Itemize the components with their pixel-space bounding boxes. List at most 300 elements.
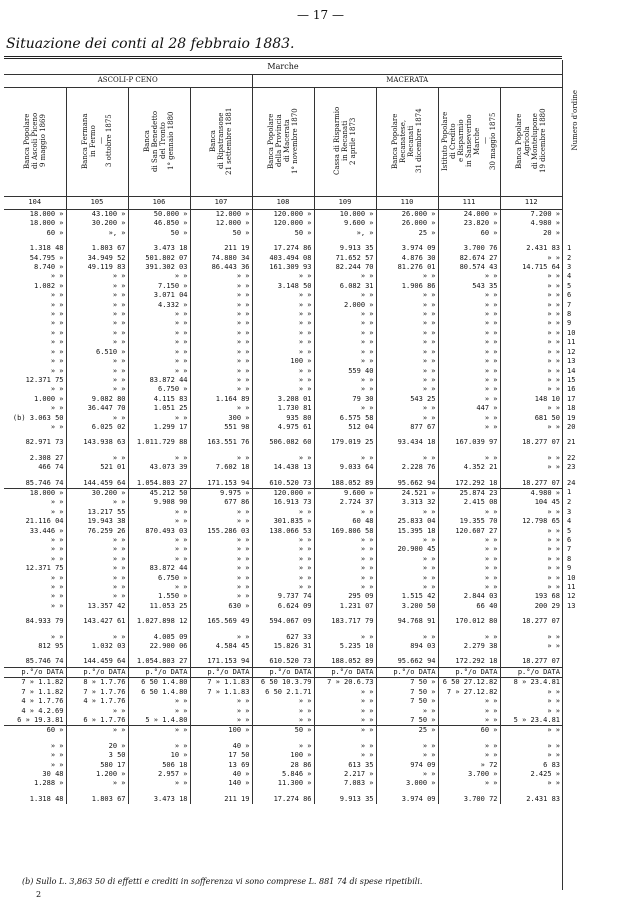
table-cell: » » <box>438 310 500 319</box>
table-cell: 26.000 » <box>376 210 438 220</box>
table-cell: » » <box>66 329 128 338</box>
table-cell: » » <box>252 536 314 545</box>
table-cell: 169.806 58 <box>314 527 376 536</box>
table-cell: » » <box>438 545 500 554</box>
table-cell: » » <box>314 716 376 726</box>
table-cell: 143.427 61 <box>66 617 128 626</box>
table-cell: 19.355 70 <box>438 517 500 526</box>
assets-row <box>4 301 562 310</box>
table-cell: » » <box>438 385 500 394</box>
table-cell: » » <box>314 454 376 463</box>
table-cell: » » <box>376 338 438 347</box>
table-cell: » » <box>66 319 128 328</box>
table-cell: 3.700 76 <box>438 244 500 253</box>
assets-row <box>4 423 562 432</box>
table-cell: 11.053 25 <box>128 602 190 611</box>
expenses-row <box>4 795 562 804</box>
table-cell: » » <box>190 376 252 385</box>
table-cell: 935 80 <box>252 414 314 423</box>
table-cell: » » <box>190 291 252 300</box>
table-cell: » » <box>128 357 190 366</box>
table-cell: 172.292 18 <box>438 657 500 667</box>
table-cell: » » <box>500 508 562 517</box>
table-cell: » » <box>376 329 438 338</box>
table-cell: 18.277 07 <box>500 657 562 667</box>
table-cell: 12.000 » <box>190 219 252 228</box>
table-cell: » » <box>500 367 562 376</box>
table-cell: » » <box>314 688 376 697</box>
table-cell: » » <box>252 555 314 564</box>
table-cell: » » <box>438 319 500 328</box>
region-header: Marche <box>4 60 562 75</box>
table-cell: 6.510 » <box>66 348 128 357</box>
table-cell: 7 50 » <box>376 716 438 726</box>
table-cell: » » <box>252 291 314 300</box>
table-cell: » » <box>252 742 314 751</box>
table-cell: 50 » <box>252 726 314 736</box>
bank-index: 109 <box>314 197 376 210</box>
table-cell: » » <box>500 688 562 697</box>
table-cell: » » <box>376 319 438 328</box>
table-cell: » » <box>500 726 562 736</box>
table-cell: » » <box>252 319 314 328</box>
table-cell: » » <box>438 357 500 366</box>
table-cell: » » <box>500 376 562 385</box>
page-number: — 17 — <box>297 8 344 22</box>
table-cell: 1.027.898 12 <box>128 617 190 626</box>
table-cell: » » <box>128 508 190 517</box>
table-cell: 200 29 <box>500 602 562 611</box>
table-cell: 60 48 <box>314 517 376 526</box>
table-cell: » » <box>128 779 190 788</box>
table-cell: 7.083 » <box>314 779 376 788</box>
assets-row <box>4 395 562 404</box>
order-number: 5 <box>567 526 572 535</box>
table-cell: 30.200 » <box>66 219 128 228</box>
order-number: 14 <box>567 366 576 375</box>
table-cell: » » <box>66 498 128 507</box>
table-cell: 49.119 83 <box>66 263 128 272</box>
table-cell: 30 48 <box>42 769 64 778</box>
table-cell: 4.005 09 <box>128 633 190 642</box>
table-cell: 3.974 09 <box>376 795 438 804</box>
table-cell: 13.217 55 <box>66 508 128 517</box>
expenses-row <box>4 779 562 788</box>
table-cell: 6 » 1.7.76 <box>66 716 128 726</box>
table-cell: 4 » 1.7.76 <box>66 697 128 706</box>
order-number: 10 <box>567 573 576 582</box>
bank-index: 110 <box>376 197 438 210</box>
table-cell: 5.846 » <box>252 770 314 779</box>
table-cell: » » <box>438 707 500 716</box>
table-cell: 580 17 <box>66 761 128 770</box>
order-number: 12 <box>567 347 576 356</box>
table-cell: 630 » <box>190 602 252 611</box>
table-cell: 172.292 18 <box>438 479 500 489</box>
table-cell: » » <box>50 741 64 750</box>
liabilities-row <box>4 527 562 536</box>
table-cell: » » <box>190 592 252 601</box>
order-number: 18 <box>567 404 576 413</box>
table-cell: » » <box>314 633 376 642</box>
table-cell: p.°/o DATA <box>128 667 190 677</box>
table-cell: » » <box>314 272 376 281</box>
table-cell: » » <box>190 357 252 366</box>
table-cell: 559 40 <box>314 367 376 376</box>
table-cell: » » <box>66 583 128 592</box>
bank-name-header: Banca Popolare di Ascoli Piceno 9 maggio 1869 <box>22 112 47 169</box>
table-cell: » » <box>66 291 128 300</box>
table-cell: 17.274 86 <box>252 795 314 804</box>
table-cell: » » <box>66 707 128 716</box>
bank-name-header: Cassa di Risparmio in Recanati 2 aprile 1873 <box>314 88 376 197</box>
table-cell: » » <box>190 716 252 726</box>
table-cell: 80.574 43 <box>438 263 500 272</box>
table-cell: 4.115 83 <box>128 395 190 404</box>
table-cell: » » <box>438 291 500 300</box>
table-cell: 161.309 93 <box>252 263 314 272</box>
table-cell: 45.212 50 <box>128 488 190 498</box>
table-cell: 594.067 09 <box>252 617 314 626</box>
table-cell: 11.300 » <box>252 779 314 788</box>
table-cell: 7 » 1.1.83 <box>190 688 252 697</box>
table-cell: 1.032 03 <box>66 642 128 651</box>
table-cell: » » <box>376 404 438 413</box>
table-cell: » » <box>190 633 252 642</box>
table-cell: 143.938 63 <box>66 438 128 447</box>
table-cell: » » <box>190 536 252 545</box>
table-cell: 9.600 » <box>314 488 376 498</box>
table-cell: » » <box>252 348 314 357</box>
table-cell: » » <box>128 367 190 376</box>
table-cell: » » <box>438 555 500 564</box>
page-title: Situazione dei conti al 28 febbraio 1883. <box>6 36 295 52</box>
bank-name-header: Banca Popolare Recanatese, Recanati 31 dicembre 1874 <box>376 88 438 197</box>
table-cell: » » <box>376 707 438 716</box>
table-cell: 506 18 <box>128 761 190 770</box>
table-cell: 163.551 76 <box>190 438 252 447</box>
table-cell: 1.318 48 <box>29 244 64 253</box>
table-cell: » » <box>314 404 376 413</box>
table-cell: » » <box>50 347 64 356</box>
bank-name-header: Banca di Ripatransone 21 settembre 1881 <box>190 88 252 197</box>
table-cell: 466 74 <box>38 463 64 472</box>
table-cell: 5 » 23.4.81 <box>500 716 562 726</box>
table-cell: » » <box>376 301 438 310</box>
table-cell: 13 69 <box>190 761 252 770</box>
order-number: 4 <box>567 517 572 526</box>
table-cell: 46.850 » <box>128 219 190 228</box>
table-cell: 4 » 4.2.69 <box>21 706 64 715</box>
table-cell: 6.082 31 <box>314 282 376 291</box>
order-number: 6 <box>567 536 572 544</box>
table-cell: » » <box>252 338 314 347</box>
table-cell: 4.876 30 <box>376 254 438 263</box>
order-number: 13 <box>567 357 576 366</box>
table-cell: » » <box>252 301 314 310</box>
table-cell: » » <box>500 463 562 472</box>
table-cell: 20.900 45 <box>376 545 438 554</box>
table-cell: » » <box>438 423 500 432</box>
table-cell: » » <box>438 536 500 545</box>
table-cell: 3 50 <box>66 751 128 760</box>
table-cell: 2.957 » <box>128 770 190 779</box>
province-header-row <box>4 75 562 88</box>
table-cell: » » <box>314 751 376 760</box>
table-cell: 12.000 » <box>190 210 252 220</box>
table-cell: » » <box>252 329 314 338</box>
table-cell: » » <box>438 272 500 281</box>
bank-index: 111 <box>438 197 500 210</box>
assets-row <box>4 348 562 357</box>
table-cell: » » <box>314 329 376 338</box>
bank-index: 112 <box>500 197 562 210</box>
table-cell: » » <box>500 707 562 716</box>
table-cell: 512 04 <box>314 423 376 432</box>
liabilities-row <box>4 555 562 564</box>
table-cell: 18.277 07 <box>500 617 562 626</box>
table-cell: 22.900 06 <box>128 642 190 651</box>
table-cell: » » <box>314 574 376 583</box>
table-cell: 60 » <box>46 228 64 237</box>
table-cell: 1.906 86 <box>376 282 438 291</box>
table-cell: » » <box>500 536 562 545</box>
table-cell: » » <box>190 697 252 706</box>
table-cell: 15.395 18 <box>376 527 438 536</box>
province-header: MACERATA <box>252 75 562 88</box>
table-cell: » » <box>128 454 190 463</box>
table-cell: 2.228 76 <box>376 463 438 472</box>
table-cell: 94.768 91 <box>376 617 438 626</box>
table-cell: » » <box>50 760 64 769</box>
table-cell: 9.033 64 <box>314 463 376 472</box>
table-cell: » » <box>314 545 376 554</box>
liabilities-row <box>4 517 562 526</box>
order-number: 8 <box>567 554 572 563</box>
table-cell: » » <box>252 574 314 583</box>
table-cell: » » <box>190 508 252 517</box>
table-cell: » » <box>128 414 190 423</box>
table-cell: » » <box>50 632 64 641</box>
table-cell: » » <box>190 574 252 583</box>
table-cell: » » <box>252 272 314 281</box>
signature-mark: 2 <box>36 890 42 899</box>
table-cell: p.°/o DATA <box>376 667 438 677</box>
table-cell: 8 » 1.7.76 <box>66 678 128 688</box>
table-cell: 3.700 » <box>438 770 500 779</box>
table-cell: 7 50 » <box>376 678 438 688</box>
liabilities-row <box>4 488 562 498</box>
liabilities-row <box>4 536 562 545</box>
table-cell: » » <box>252 310 314 319</box>
table-cell: » » <box>252 367 314 376</box>
order-number: 5 <box>567 281 572 290</box>
order-number: 20 <box>567 422 576 431</box>
table-cell: 167.039 97 <box>438 438 500 447</box>
table-cell: » » <box>50 404 64 413</box>
table-cell: 81.276 01 <box>376 263 438 272</box>
order-number: 24 <box>567 478 576 487</box>
table-cell: » » <box>376 536 438 545</box>
table-cell: 144.459 64 <box>66 657 128 667</box>
assets-row <box>4 272 562 281</box>
order-number-column <box>562 60 587 890</box>
table-cell: » » <box>314 536 376 545</box>
table-cell: 120.607 27 <box>438 527 500 536</box>
order-number: 7 <box>567 300 572 309</box>
table-cell: 82.674 27 <box>438 254 500 263</box>
assets-row <box>4 219 562 228</box>
table-cell: » » <box>500 564 562 573</box>
assets-row <box>4 282 562 291</box>
table-cell: 1.550 » <box>128 592 190 601</box>
table-cell: 6 50 1.4.80 <box>128 678 190 688</box>
table-cell: 4.584 45 <box>190 642 252 651</box>
table-cell: 6 50 1.4.80 <box>128 688 190 697</box>
table-cell: » » <box>314 555 376 564</box>
table-cell: » » <box>376 357 438 366</box>
table-cell: » » <box>376 454 438 463</box>
bank-index: 104 <box>4 197 66 210</box>
table-cell: 26.000 » <box>376 219 438 228</box>
table-cell: » » <box>190 385 252 394</box>
table-cell: » » <box>252 697 314 706</box>
table-cell: 2.431 83 <box>500 795 562 804</box>
table-cell: 2.308 27 <box>29 453 64 462</box>
table-cell: » » <box>50 536 64 544</box>
table-cell: », » <box>66 229 128 238</box>
table-cell: 7 » 20.6.73 <box>314 678 376 688</box>
order-number: 4 <box>567 272 572 281</box>
table-cell: » » <box>438 633 500 642</box>
table-cell: 3.700 72 <box>438 795 500 804</box>
table-cell: » » <box>50 545 64 554</box>
table-cell: » » <box>252 376 314 385</box>
table-cell: 144.459 64 <box>66 479 128 489</box>
table-cell: » » <box>190 319 252 328</box>
table-cell: 300 » <box>190 414 252 423</box>
table-cell: 974 09 <box>376 761 438 770</box>
table-cell: » » <box>500 282 562 291</box>
table-cell: » » <box>128 348 190 357</box>
order-number: 9 <box>567 319 572 328</box>
order-number: 15 <box>567 375 576 384</box>
table-cell: » » <box>50 498 64 507</box>
rates-row <box>4 707 562 716</box>
table-cell: » » <box>66 592 128 601</box>
table-cell: » » <box>438 395 500 404</box>
table-cell: 1.054.803 27 <box>128 479 190 489</box>
table-cell: » » <box>500 779 562 788</box>
liabilities-row <box>4 617 562 626</box>
table-cell: » » <box>190 367 252 376</box>
table-cell: » » <box>376 367 438 376</box>
table-cell: 8 » 23.4.81 <box>500 678 562 688</box>
table-cell: » » <box>314 348 376 357</box>
table-cell: 12.371 75 <box>25 375 64 384</box>
liabilities-row <box>4 642 562 651</box>
table-cell: 120.000 » <box>252 210 314 220</box>
table-cell: » » <box>314 697 376 706</box>
table-cell: p.°/o DATA <box>190 667 252 677</box>
table-cell: » » <box>376 770 438 779</box>
table-cell: » » <box>50 310 64 319</box>
table-cell: » » <box>314 564 376 573</box>
table-cell: 3.148 50 <box>252 282 314 291</box>
table-cell: » » <box>500 385 562 394</box>
table-cell: 100 » <box>190 726 252 736</box>
table-cell: » » <box>376 583 438 592</box>
table-cell: » » <box>252 707 314 716</box>
table-cell: 9.913 35 <box>314 244 376 253</box>
table-cell: 211 19 <box>190 795 252 804</box>
table-cell: » » <box>128 697 190 706</box>
table-cell: » » <box>128 726 190 736</box>
table-cell: » » <box>252 508 314 517</box>
table-cell: » » <box>376 348 438 357</box>
table-cell: » » <box>376 751 438 760</box>
assets-row <box>4 404 562 413</box>
table-cell: » » <box>500 742 562 751</box>
table-cell: 12.798 65 <box>500 517 562 526</box>
table-cell: » » <box>128 329 190 338</box>
assets-row <box>4 454 562 463</box>
table-cell: 170.012 80 <box>438 617 500 626</box>
assets-row <box>4 263 562 272</box>
table-cell: 21.116 04 <box>25 517 64 526</box>
table-cell: » » <box>50 366 64 375</box>
table-cell: » » <box>438 751 500 760</box>
title-rule-double <box>4 58 562 59</box>
table-cell: » » <box>314 310 376 319</box>
table-cell: » » <box>128 555 190 564</box>
bank-name-header: Istituto Popolare di Credito e Risparmio in Sanseverino Marche — 30 maggio 1875 <box>438 88 500 197</box>
rates-row <box>4 688 562 697</box>
table-cell: p.°/o DATA <box>314 667 376 677</box>
table-cell: 20 » <box>500 229 562 238</box>
table-cell: » » <box>438 742 500 751</box>
assets-row <box>4 329 562 338</box>
table-cell: 171.153 94 <box>190 479 252 489</box>
assets-row <box>4 376 562 385</box>
assets-row <box>4 479 562 489</box>
table-cell: 104 45 <box>500 498 562 507</box>
table-cell: 6.750 » <box>128 385 190 394</box>
table-cell: » » <box>438 329 500 338</box>
table-cell: » » <box>128 319 190 328</box>
order-number: 9 <box>567 564 572 573</box>
table-cell: » » <box>66 545 128 554</box>
table-cell: » » <box>314 508 376 517</box>
table-cell: 1.803 67 <box>66 244 128 253</box>
order-number: 8 <box>567 310 572 319</box>
table-cell: 3.071 04 <box>128 291 190 300</box>
table-cell: 1.299 17 <box>128 423 190 432</box>
table-cell: 43.073 39 <box>128 463 190 472</box>
table-cell: 93.434 18 <box>376 438 438 447</box>
table-cell: 9.082 80 <box>66 395 128 404</box>
table-cell: 9.913 35 <box>314 795 376 804</box>
table-cell: » » <box>50 554 64 563</box>
table-cell: 681 50 <box>500 414 562 423</box>
table-cell: 183.717 79 <box>314 617 376 626</box>
table-cell: 50.000 » <box>128 210 190 220</box>
table-cell: » » <box>438 574 500 583</box>
table-cell: 391.302 03 <box>128 263 190 272</box>
table-cell: » » <box>500 642 562 651</box>
table-cell: » » <box>50 422 64 431</box>
table-cell: 10.000 » <box>314 210 376 220</box>
